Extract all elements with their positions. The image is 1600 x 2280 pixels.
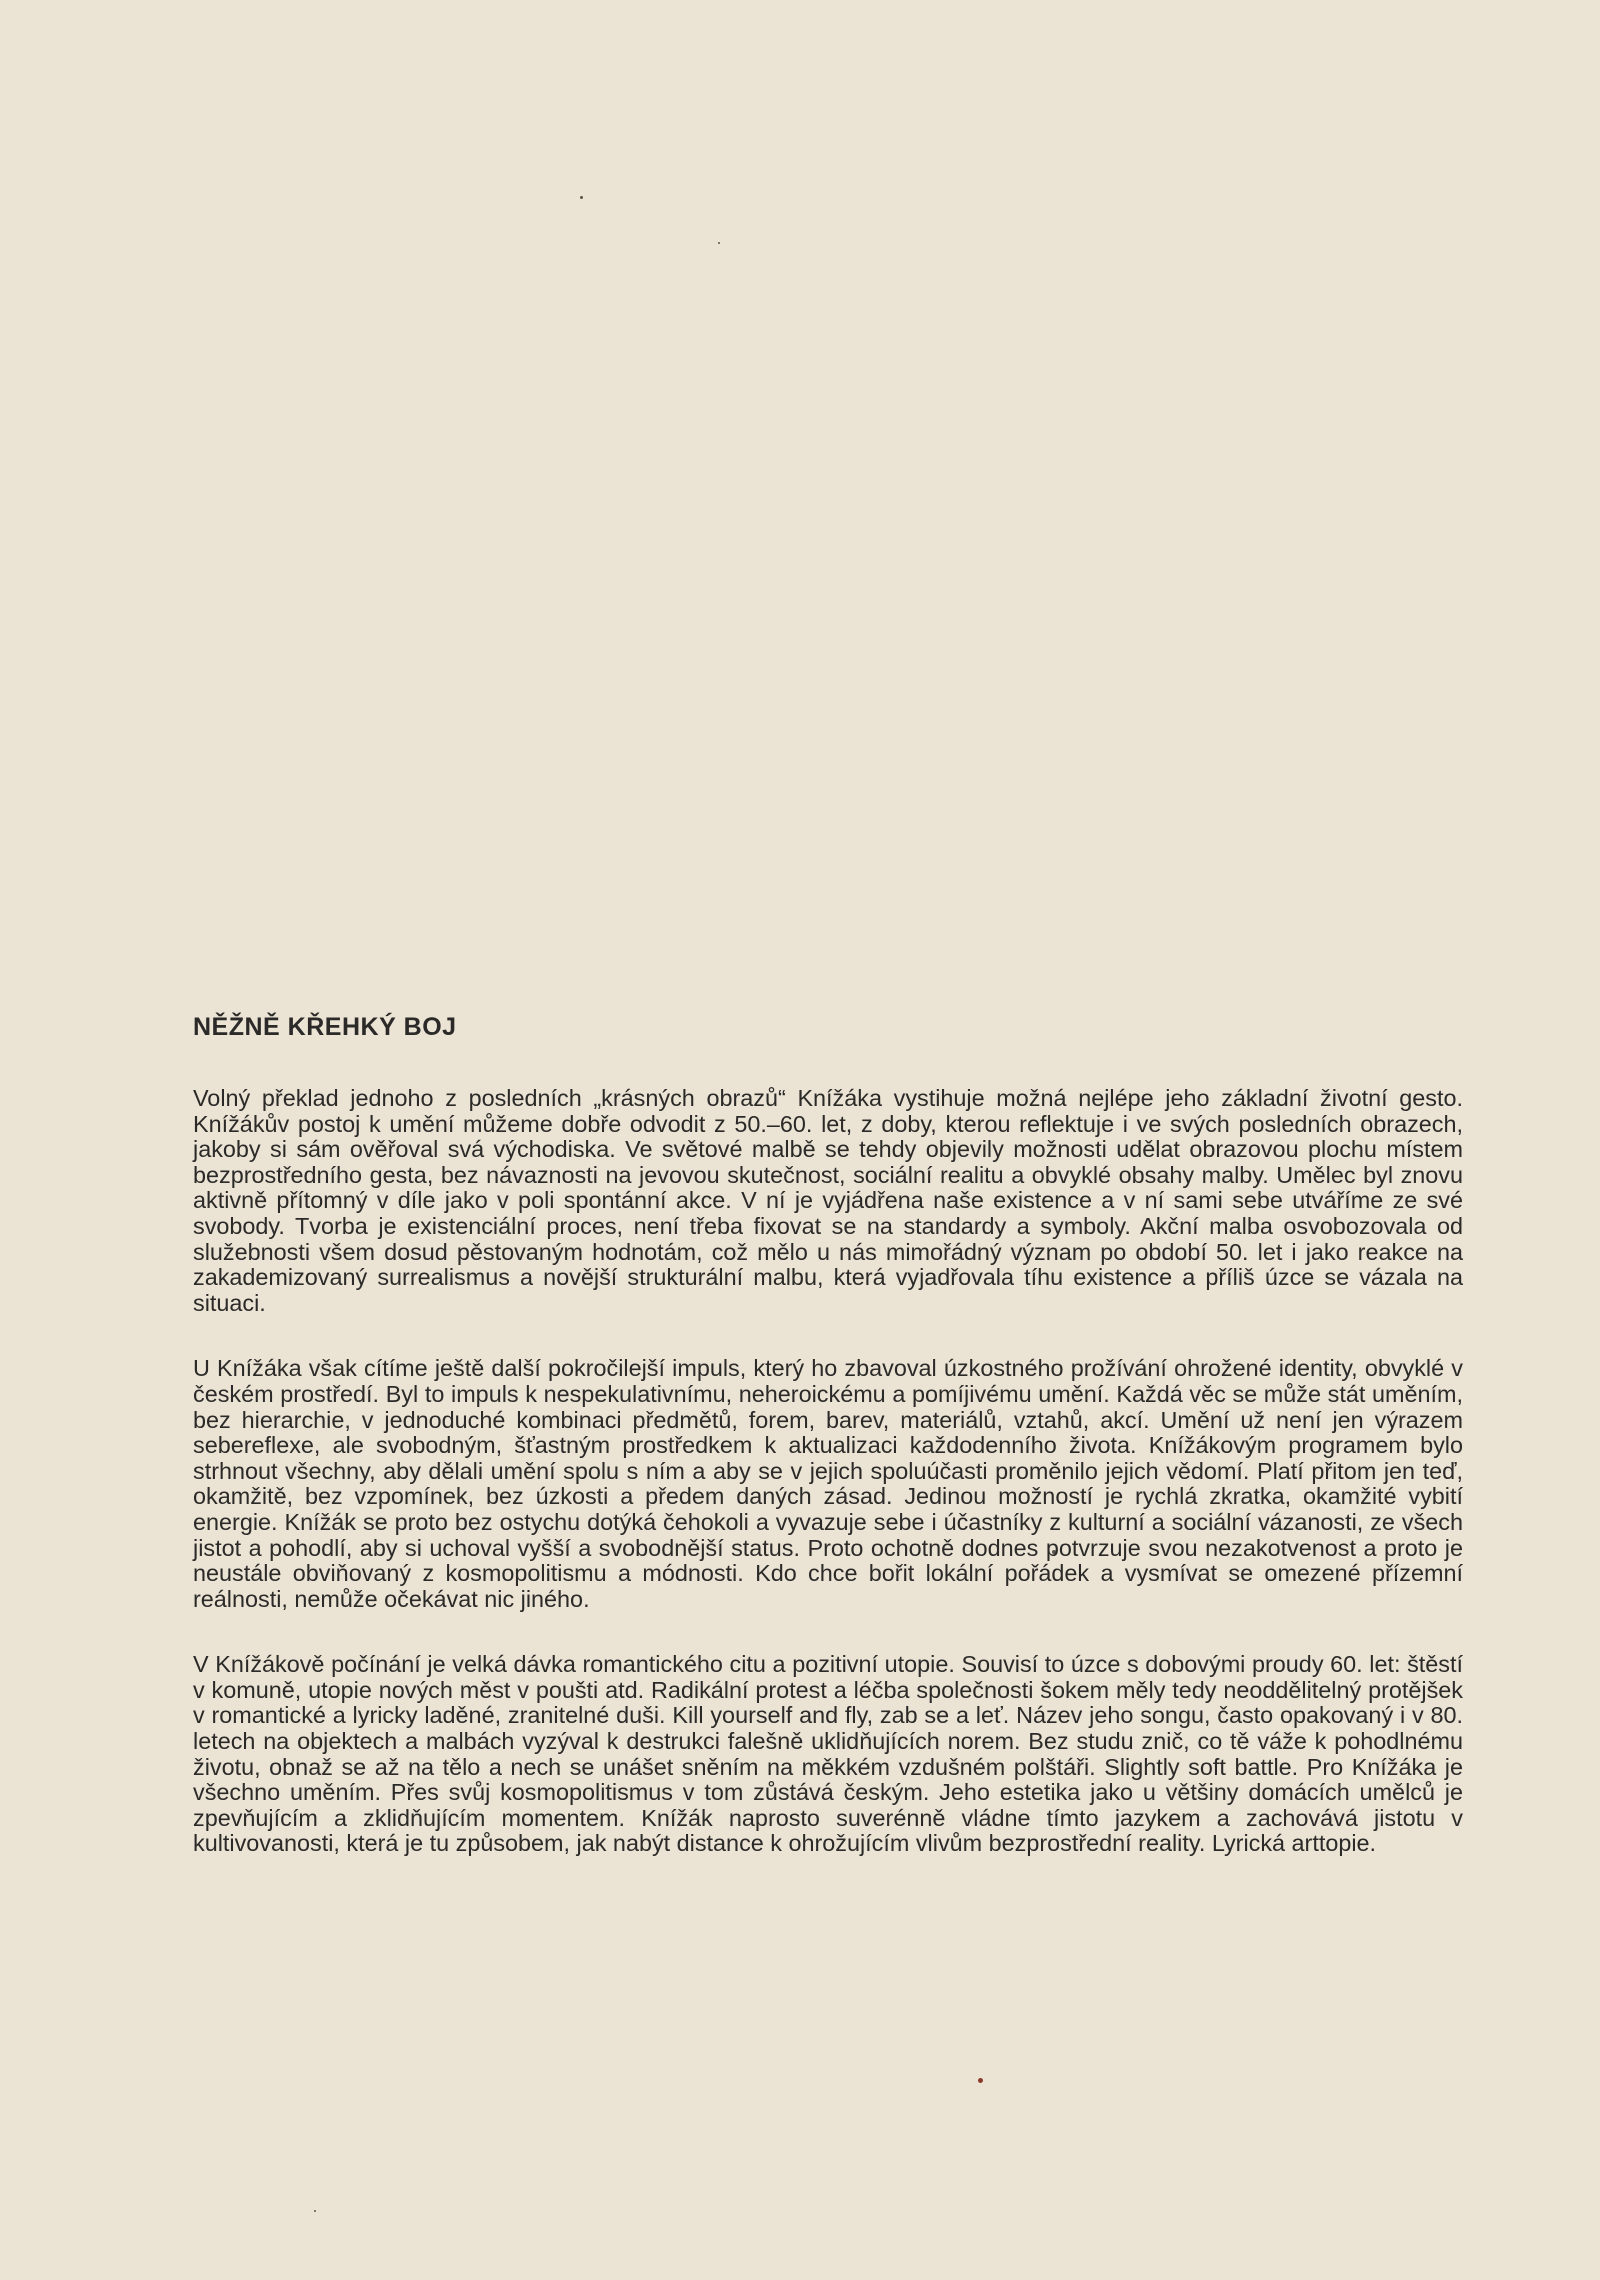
paper-speck — [314, 2210, 316, 2212]
article-title: NĚŽNĚ KŘEHKÝ BOJ — [193, 1013, 457, 1041]
paper-speck — [718, 242, 720, 244]
article — [193, 1015, 1463, 1857]
article-paragraph: U Knížáka však cítíme ještě další pokročilejší impuls, který ho zbavoval úzkostného prožívání ohrožené identity, obvyklé v českém prostředí. Byl to impuls k nespekulativnímu, neheroickému a pomíjivému umění. Každá věc se může stát uměním, bez hierarchie, v jednoduché kombinaci předmětů, forem, barev, materiálů, vztahů, akcí. Umění už není jen výrazem sebereflexe, ale svobodným, šťastným prostředkem k aktualizaci každodenního života. Knížákovým programem bylo strhnout všechny, aby dělali umění spolu s ním a aby se v jejich spoluúčasti proměnilo jejich vědomí. Platí přitom jen teď, okamžitě, bez vzpomínek, bez úzkosti a předem daných zásad. Jedinou možností je rychlá zkratka, okamžité vybití energie. Knížák se proto bez ostychu dotýká čehokoli a vyvazuje sebe i účastníky z kulturní a sociální vázanosti, ze všech jistot a pohodlí, aby si uchoval vyšší a svobodnější status. Proto ochotně dodnes potvrzuje svou nezakotvenost a proto je neustále obviňovaný z kosmopolitismu a módnosti. Kdo chce bořit lokální pořádek a vysmívat se omezené přízemní reálnosti, nemůže očekávat nic jiného. — [193, 1355, 1463, 1612]
article-paragraph: V Knížákově počínání je velká dávka romantického citu a pozitivní utopie. Souvisí to úzce s dobovými proudy 60. let: štěstí v komuně, utopie nových měst v poušti atd. Radikální protest a léčba společnosti šokem měly tedy neoddělitelný protějšek v romantické a lyricky laděné, zranitelné duši. Kill yourself and fly, zab se a leť. Název jeho songu, často opakovaný i v 80. letech na objektech a malbách vyzýval k destrukci falešně uklidňujících norem. Bez studu znič, co tě váže k pohodlnému životu, obnaž se až na tělo a nech se unášet sněním na měkkém vzdušném polštáři. Slightly soft battle. Pro Knížáka je všechno uměním. Přes svůj kosmopolitismus v tom zůstává českým. Jeho estetika jako u většiny domácích umělců je zpevňujícím a zklidňujícím momentem. Knížák naprosto suverénně vládne tímto jazykem a zachovává jistotu v kultivovanosti, která je tu způsobem, jak nabýt distance k ohrožujícím vlivům bezprostřední reality. Lyrická arttopie. — [193, 1651, 1463, 1857]
paper-speck — [978, 2078, 983, 2083]
article-paragraph: Volný překlad jednoho z posledních „krásných obrazů“ Knížáka vystihuje možná nejlépe jeho základní životní gesto. Knížákův postoj k umění můžeme dobře odvodit z 50.–60. let, z doby, kterou reflektuje i ve svých posledních obrazech, jakoby si sám ověřoval svá východiska. Ve světové malbě se tehdy objevily možnosti udělat obrazovou plochu místem bezprostředního gesta, bez návaznosti na jevovou skutečnost, sociální realitu a obvyklé obsahy malby. Umělec byl znovu aktivně přítomný v díle jako v poli spontánní akce. V ní je vyjádřena naše existence a v ní sami sebe utváříme ze své svobody. Tvorba je existenciální proces, není třeba fixovat se na standardy a symboly. Akční malba osvobozovala od služebnosti všem dosud pěstovaným hodnotám, což mělo u nás mimořádný význam po období 50. let i jako reakce na zakademizovaný surrealismus a novější strukturální malbu, která vyjadřovala tíhu existence a příliš úzce se vázala na situaci. — [193, 1085, 1463, 1316]
paper-speck — [580, 196, 583, 199]
